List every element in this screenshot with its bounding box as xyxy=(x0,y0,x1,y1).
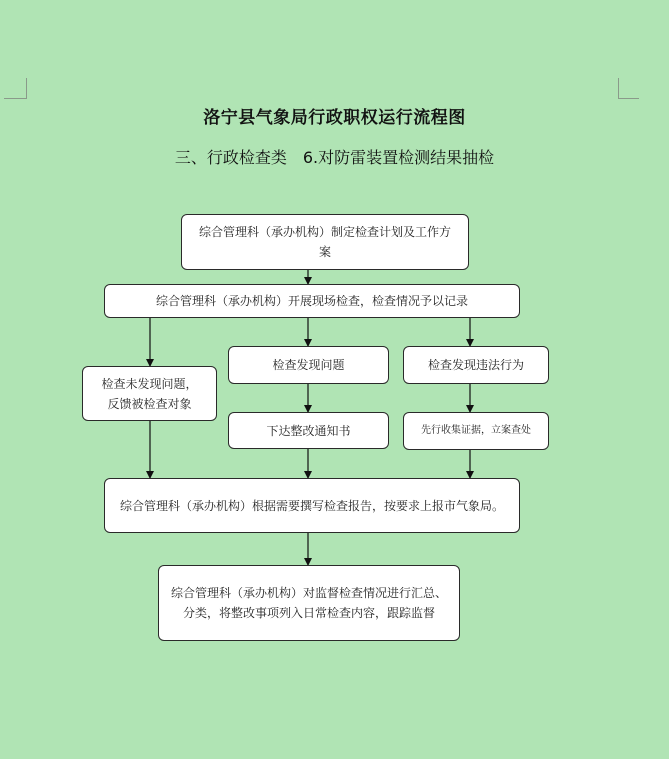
page-title: 洛宁县气象局行政职权运行流程图 xyxy=(203,108,466,128)
node-onsite-inspection: 综合管理科（承办机构）开展现场检查，检查情况予以记录 xyxy=(104,284,520,318)
node-collect-evidence: 先行收集证据，立案查处 xyxy=(403,412,549,450)
node-problem-found: 检查发现问题 xyxy=(228,346,389,384)
node-plan: 综合管理科（承办机构）制定检查计划及工作方案 xyxy=(181,214,469,270)
page-subtitle: 三、行政检查类 6.对防雷装置检测结果抽检 xyxy=(174,148,495,167)
node-rectification-notice: 下达整改通知书 xyxy=(228,412,389,449)
node-no-problem-found: 检查未发现问题，反馈被检查对象 xyxy=(82,366,217,421)
node-summary-supervision: 综合管理科（承办机构）对监督检查情况进行汇总、分类，将整改事项列入日常检查内容，跟踪监督 xyxy=(158,565,460,641)
node-inspection-report: 综合管理科（承办机构）根据需要撰写检查报告，按要求上报市气象局。 xyxy=(104,478,520,533)
node-violation-found: 检查发现违法行为 xyxy=(403,346,549,384)
